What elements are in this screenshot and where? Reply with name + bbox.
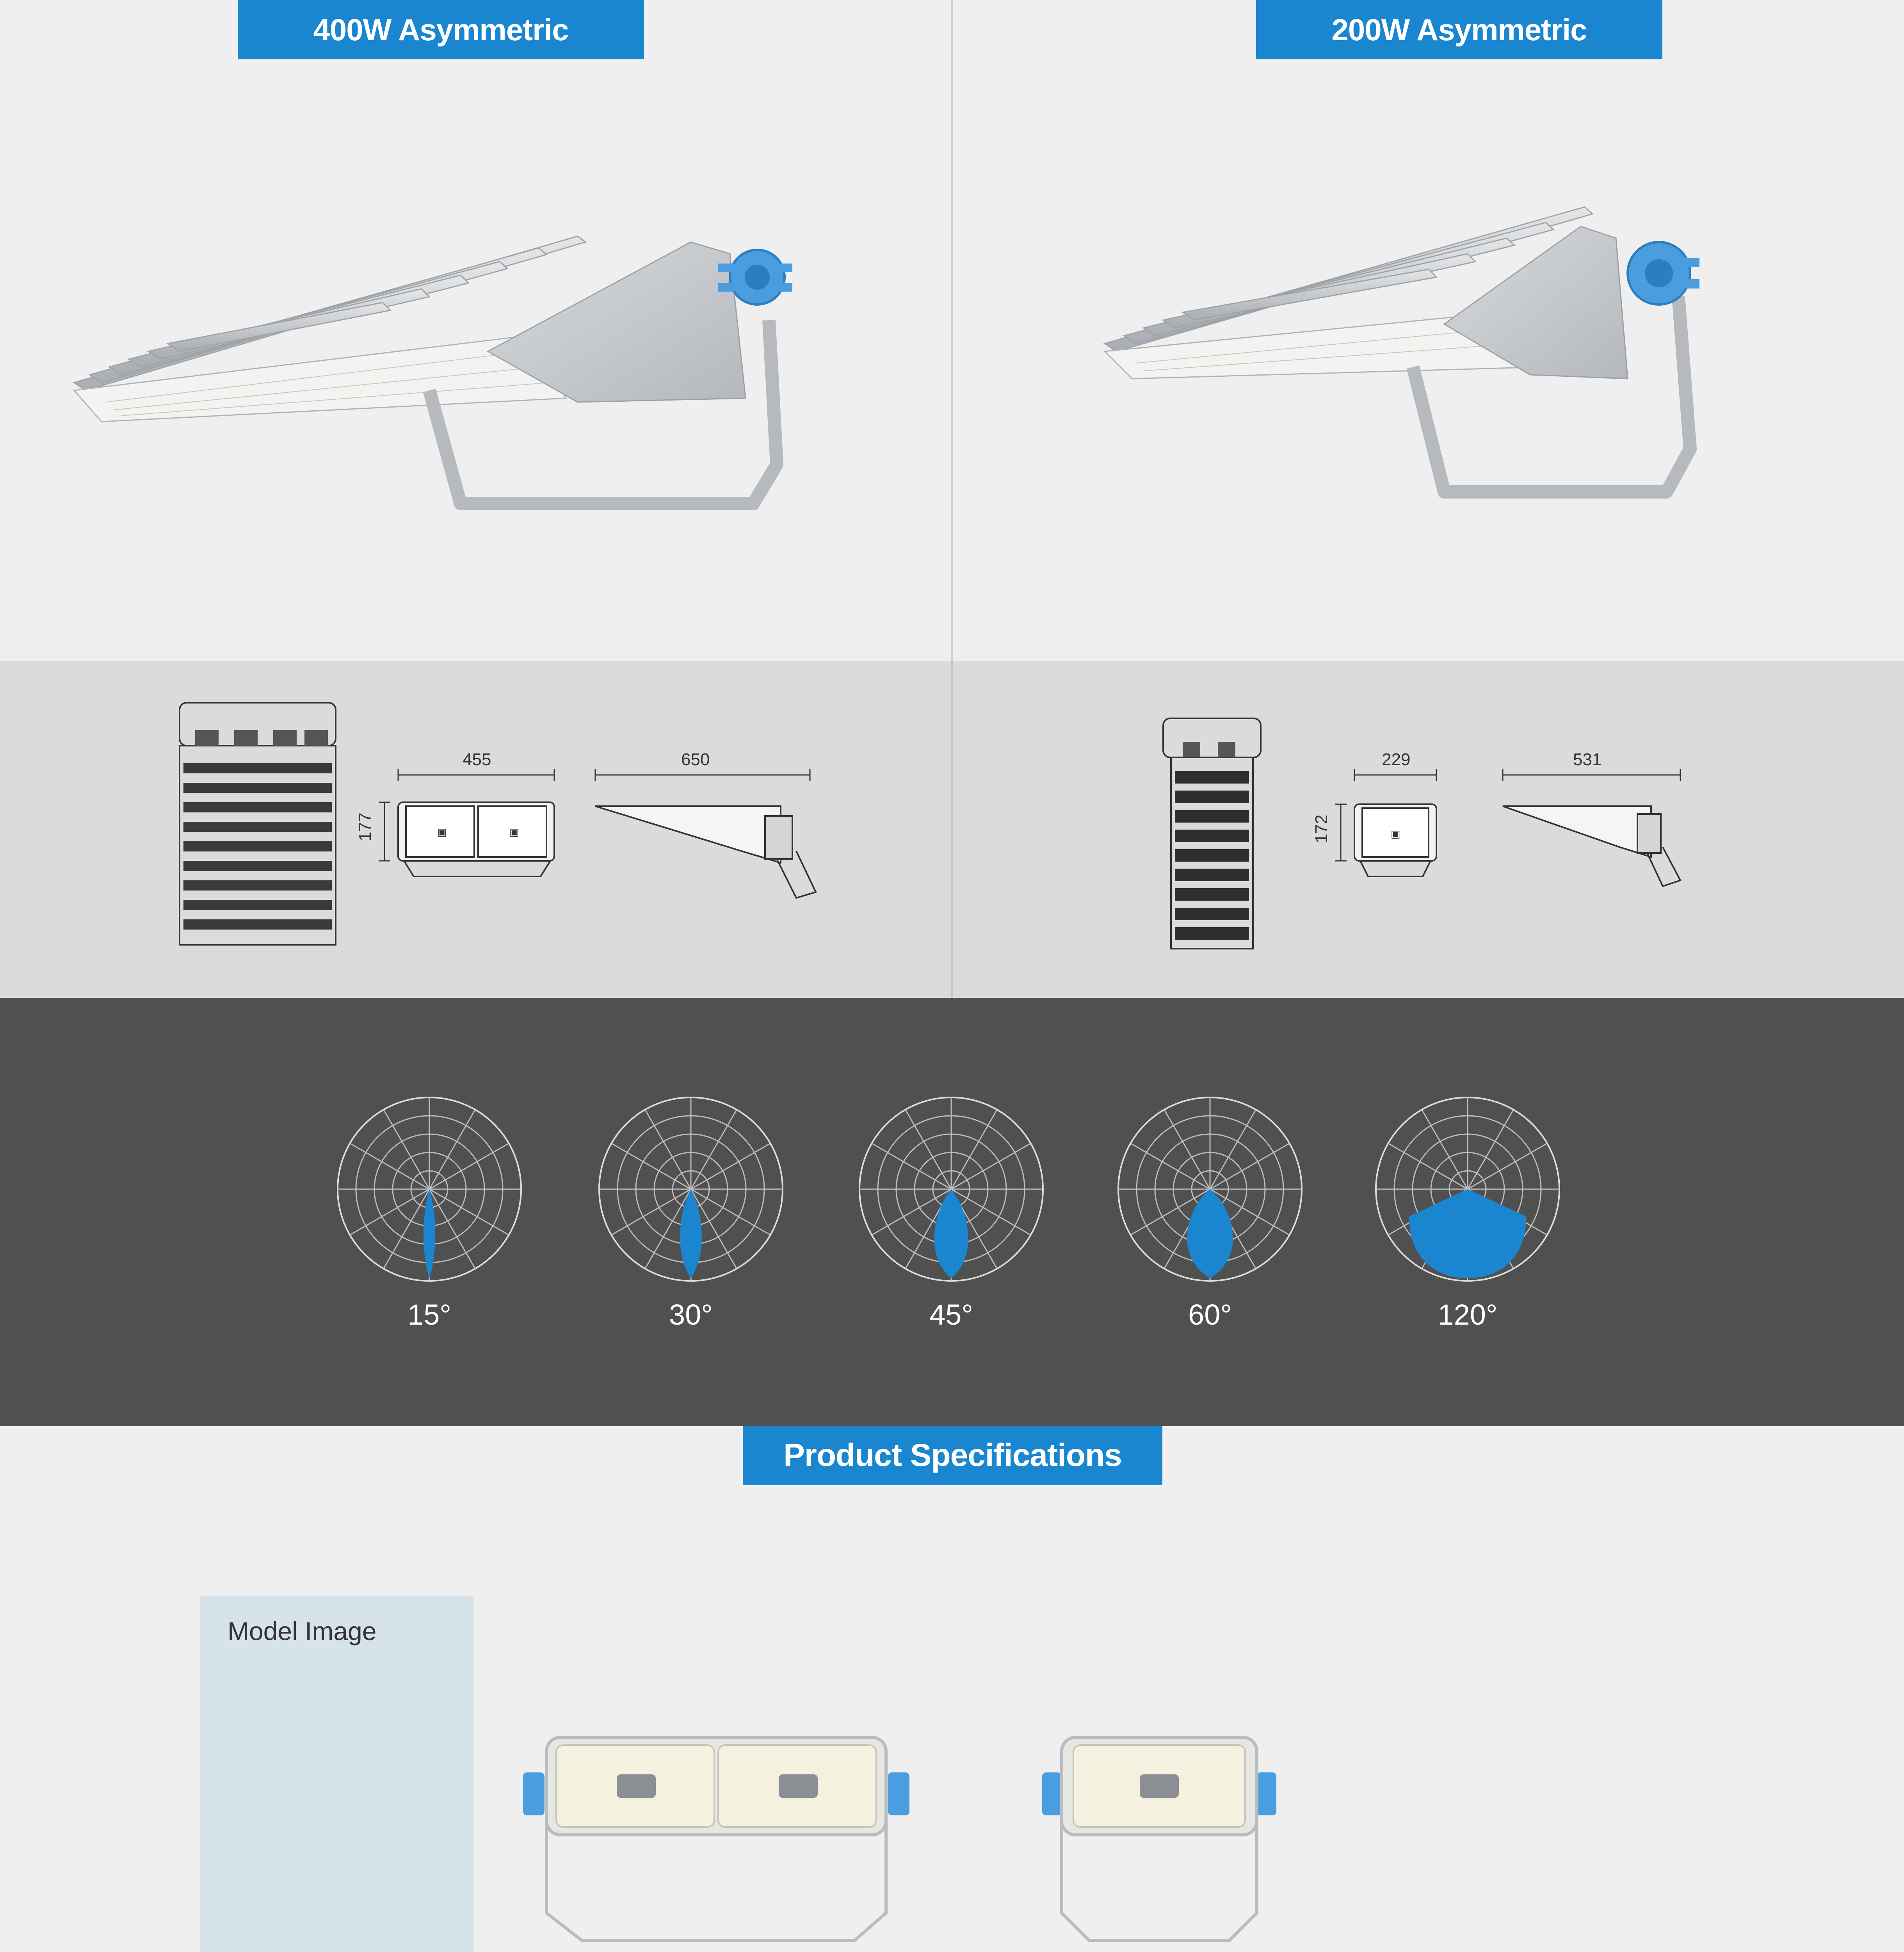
dimension-drawing-400w bbox=[172, 695, 874, 953]
beam-label-15: 15° bbox=[407, 1298, 451, 1331]
dim-length-200w: 531 bbox=[1573, 750, 1602, 769]
dim-length-400w: 650 bbox=[681, 750, 710, 769]
banner-200w: 200W Asymmetric bbox=[1256, 0, 1662, 59]
beam-diagram-45 bbox=[859, 1097, 1043, 1281]
beam-diagram-60 bbox=[1118, 1097, 1302, 1281]
beam-diagram-120 bbox=[1376, 1097, 1559, 1281]
svg-text:▣: ▣ bbox=[1391, 828, 1400, 840]
svg-text:▣: ▣ bbox=[509, 826, 519, 838]
spec-label-column bbox=[200, 1596, 473, 1952]
dim-width-400w: 455 bbox=[463, 750, 491, 769]
model-image-400w bbox=[523, 1729, 913, 1948]
beam-diagram-30 bbox=[599, 1097, 783, 1281]
beam-label-60: 60° bbox=[1188, 1298, 1232, 1331]
beam-label-45: 45° bbox=[929, 1298, 973, 1331]
dimension-divider bbox=[951, 661, 953, 998]
dim-width-200w: 229 bbox=[1382, 750, 1411, 769]
model-image-label: Model Image bbox=[228, 1617, 377, 1646]
svg-text:▣: ▣ bbox=[437, 826, 447, 838]
beam-diagrams bbox=[0, 998, 1904, 1295]
floodlight-400w-image bbox=[59, 219, 859, 531]
beam-label-30: 30° bbox=[669, 1298, 713, 1331]
model-image-200w bbox=[1034, 1729, 1284, 1948]
spec-section-title: Product Specifications bbox=[743, 1426, 1162, 1485]
banner-400w: 400W Asymmetric bbox=[238, 0, 644, 59]
dim-height-400w: 177 bbox=[356, 812, 375, 841]
dim-height-200w: 172 bbox=[1312, 814, 1331, 843]
beam-diagram-15 bbox=[338, 1097, 521, 1281]
floodlight-200w-image bbox=[1093, 195, 1737, 515]
beam-label-120: 120° bbox=[1438, 1298, 1498, 1331]
dimension-drawing-200w bbox=[1155, 703, 1741, 953]
